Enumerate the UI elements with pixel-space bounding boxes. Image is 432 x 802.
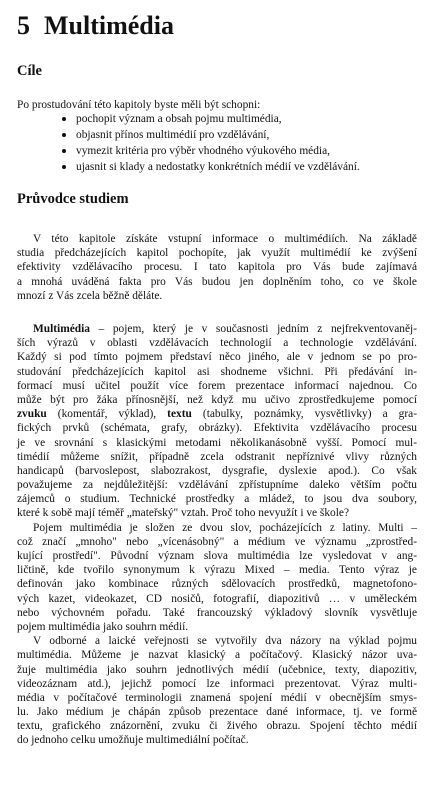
text-line: považujeme za nejdůležitější: vzdělávání zpřístupníme daleko větším počtu — [17, 479, 417, 492]
text-line: timédií můžeme snížit, případně zcela odstranit nepříznivé vlivy různých — [17, 450, 417, 463]
text-line: definován jako kombinace různých sdělovacích prostředků, magnetofono- — [17, 578, 417, 591]
text-line: efektivity vzdělávacího procesu. I tato kapitola pro Vás bude zajímavá — [17, 261, 417, 274]
text-line: lu. Jako médium je chápán způsob prezentace dané informace, tj. ve formě — [17, 706, 417, 719]
text-line: Pojem multimédia je složen ze dvou slov, pocházejících z latiny. Multi – — [33, 521, 417, 534]
text-line: mnozí z Vás zcela běžně děláte. — [17, 289, 163, 302]
text-line: které k sobě mají téměř „mateřský" vztah. Proč toho nevyužít i ve škole? — [17, 507, 350, 520]
chapter-title: Multimédia — [44, 11, 174, 40]
text-line: vých kazet, videokazet, CD nosičů, fotografií, diapozitivů … v uměleckém — [17, 592, 417, 605]
goals-intro: Po prostudování této kapitoly byste měli být schopni: — [17, 99, 261, 111]
text-line: kující prostředí". Původní význam slova multimédia lze vysledovat v ang- — [17, 550, 417, 562]
text-line: což značí „mnoho" nebo „vícenásobný" a médium ve významu „zprostřed- — [17, 535, 417, 548]
text-line: zvuku (komentář, výklad), textu (tabulky, poznámky, vysvětlivky) a gra- — [17, 408, 417, 421]
text-line: V odborné a laické veřejnosti se vytvořily dva názory na výklad pojmu — [33, 635, 417, 648]
goals-list-item: pochopit význam a obsah pojmu multimédia, — [60, 111, 360, 127]
text-line: studia předcházejících kapitol pochopíte, jak využít multimédií ke zvýšení — [17, 247, 417, 260]
text-line: do jednoho celku umožňuje multimediální počítač. — [17, 734, 249, 747]
goals-list-item: vymezit kritéria pro výběr vhodného výukového média, — [60, 143, 360, 159]
text-line: Multimédia – pojem, který je v současnosti jedním z nejfrekventovaněj- — [33, 323, 417, 335]
term-zvuku: zvuku — [17, 408, 47, 421]
text-line: multimédia. Můžeme je nazvat klasický a počítačový. Klasický názor uva- — [17, 649, 417, 662]
text-line: média v počítačové terminologii znamená spojení médií v obecnějším smys- — [17, 691, 417, 704]
text-line: formací musí učitel použít více forem prezentace informací najednou. Co — [17, 379, 417, 392]
text-line: ších výrazů v oblasti vzdělávacích technologií a technologie vzdělávání. — [17, 337, 417, 350]
text-line: videozáznam atd.), jejichž pomocí lze informaci prezentovat. Výraz multi- — [17, 677, 417, 690]
text-line: V této kapitole získáte vstupní informace o multimédiích. Na základě — [33, 233, 417, 245]
guide-paragraph — [17, 232, 417, 303]
text-line: textu, grafického znázornění, zvuku či živého obrazu. Spojení těchto médií — [17, 720, 417, 733]
body-text — [17, 322, 417, 748]
goals-list — [60, 111, 360, 175]
text-line: handicapů (barvoslepost, slabozrakost, dysgrafie, dyslexie apod.). Co však — [17, 464, 417, 477]
term-multimedia: Multimédia — [33, 323, 90, 335]
text-line: ličtině, kde tvořilo synonymum k výrazu Mixed – media. Tento výraz je — [17, 564, 417, 577]
text-line: fických prvků (schémata, grafy, obrázky). Efektivita vzdělávacího procesu — [17, 422, 417, 435]
text-line: Každý si pod tímto pojmem představí něco jiného, ale v jednom se po pro- — [17, 351, 417, 364]
goals-list-item: ujasnit si klady a nedostatky konkrétních médií ve vzdělávání. — [60, 159, 360, 175]
text-line: pojem multimédia jako souhrn médií. — [17, 620, 189, 633]
text-line: nebo výchovném pořadu. Také francouzský výkladový slovník vysvětluje — [17, 606, 417, 619]
goals-heading: Cíle — [17, 63, 42, 79]
chapter-heading — [17, 10, 174, 42]
text-line: může být pro žáka přínosnější, než když mu učivo zprostředkujeme pomocí — [17, 393, 417, 406]
text-line: a mnohá uváděná fakta pro Vás budou jen doplněním toho, co ve škole — [17, 275, 417, 288]
text-line: žuje multimédia jako souhrn jednotlivých médií (učebnice, texty, diapozitiv, — [17, 663, 417, 676]
term-textu: textu — [167, 408, 192, 421]
guide-heading: Průvodce studiem — [17, 191, 129, 207]
text-line: zájemců o studium. Technické prostředky a mládež, to jsou dva soubory, — [17, 493, 417, 506]
chapter-number: 5 — [17, 11, 30, 40]
text-line: je ve srovnání s klasickými metodami několikanásobně vyšší. Pomocí mul- — [17, 436, 417, 449]
text-line: studování předcházejících kapitol asi shodneme všichni. Při předávání in- — [17, 365, 417, 378]
goals-list-item: objasnit přínos multimédií pro vzdělávání, — [60, 127, 360, 143]
